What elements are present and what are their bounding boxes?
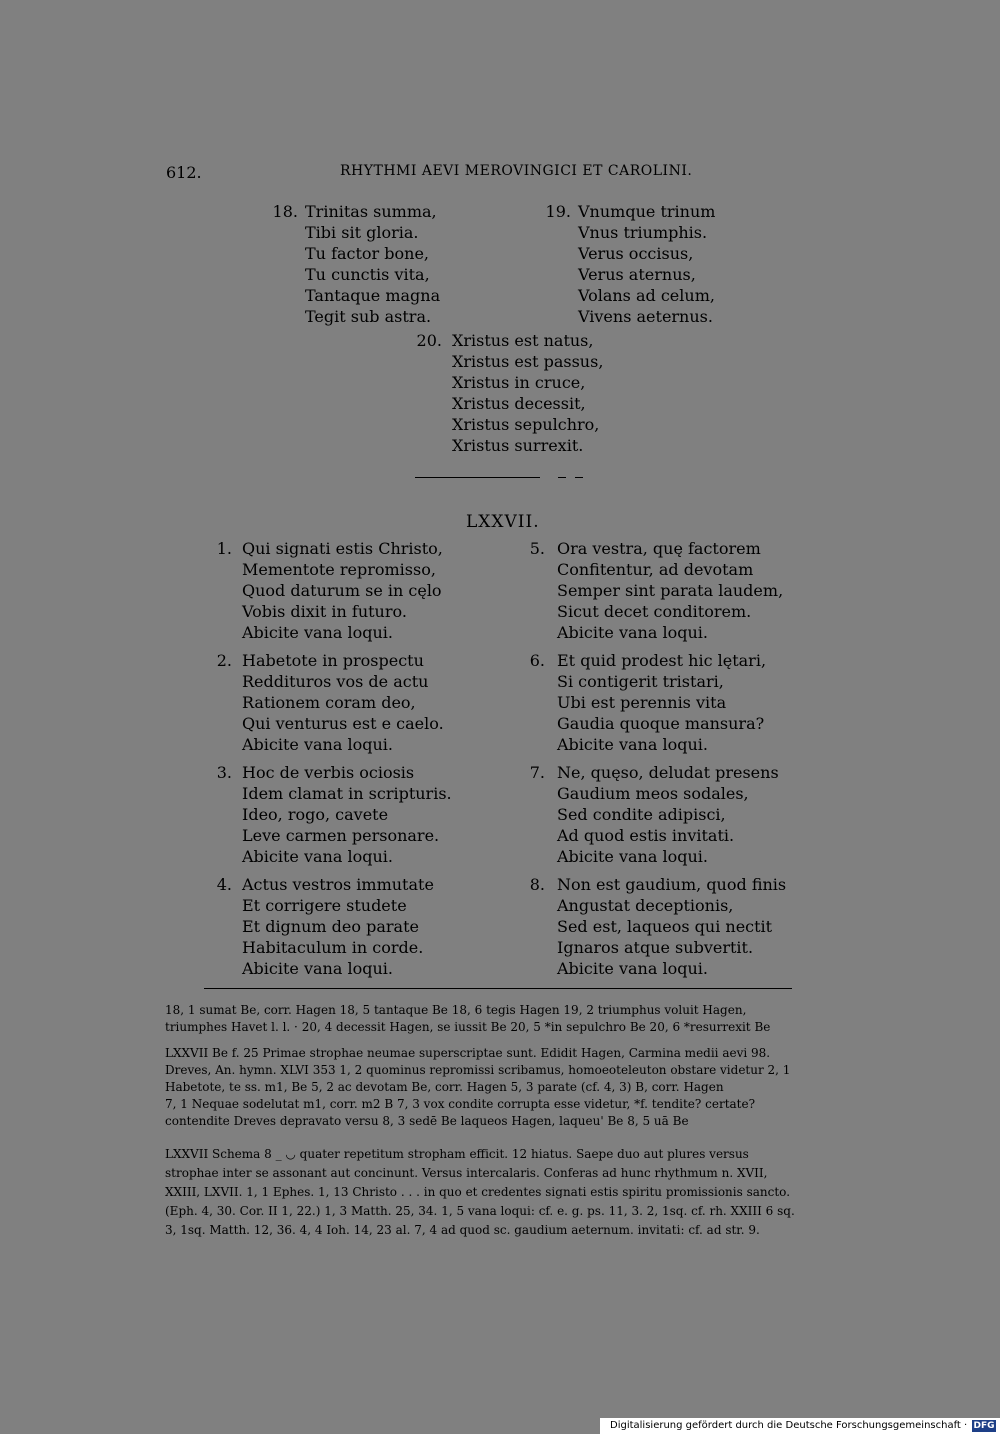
verse-line: Et dignum deo parate — [242, 917, 419, 936]
stanza-number: 19. — [545, 202, 571, 221]
apparatus-block-2 — [165, 1045, 790, 1130]
verse-line: Et corrigere studete — [242, 896, 407, 915]
stanza-number: 8. — [529, 875, 545, 894]
stanza-lines — [242, 762, 452, 867]
note-line: strophae inter se assonant aut concinunt. Versus intercalaris. Conferas ad hunc rhythmum n. XVII, — [165, 1166, 768, 1180]
verse-line: Xristus decessit, — [452, 394, 586, 413]
verse-line: Tu factor bone, — [305, 244, 430, 263]
verse-line: Qui signati estis Christo, — [242, 539, 443, 558]
stanza-number: 1. — [216, 539, 232, 558]
poem-title: LXXVII. — [466, 512, 540, 532]
verse-line: Xristus est passus, — [452, 352, 604, 371]
verse-line: Idem clamat in scripturis. — [242, 784, 452, 803]
verse-line: Vnumque trinum — [578, 202, 716, 221]
verse-line: Sicut decet conditorem. — [557, 602, 752, 621]
verse-line: Vivens aeternus. — [578, 307, 713, 326]
verse-line: Gaudia quoque mansura? — [557, 714, 765, 733]
stanza-lines — [242, 874, 434, 979]
verse-line: Et quid prodest hic lętari, — [557, 651, 767, 670]
verse-line: Abicite vana loqui. — [242, 735, 393, 754]
verse-line: Xristus est natus, — [452, 331, 594, 350]
verse-line: Leve carmen personare. — [242, 826, 440, 845]
stanza-lines — [452, 330, 603, 456]
verse-line: Gaudium meos sodales, — [557, 784, 749, 803]
verse-line: Verus occisus, — [578, 244, 694, 263]
note-line: 3, 1sq. Matth. 12, 36. 4, 4 Ioh. 14, 23 al. 7, 4 ad quod sc. gaudium aeternum. invitati: cf. ad str. 9. — [165, 1223, 760, 1237]
verse-line: Abicite vana loqui. — [242, 959, 393, 978]
verse-line: Ubi est perennis vita — [557, 693, 727, 712]
verse-line: Habetote in prospectu — [242, 651, 424, 670]
apparatus-block-3 — [165, 1145, 795, 1240]
stanza-number: 20. — [416, 331, 442, 350]
verse-line: Habitaculum in corde. — [242, 938, 424, 957]
note-line: contendite Dreves depravato versu 8, 3 sedē Be laqueos Hagen, laqueu' Be 8, 5 uā Be — [165, 1114, 689, 1128]
verse-line: Tibi sit gloria. — [305, 223, 419, 242]
verse-line: Volans ad celum, — [578, 286, 715, 305]
verse-line: Mementote repromisso, — [242, 560, 436, 579]
verse-line: Confitentur, ad devotam — [557, 560, 754, 579]
stanza-number: 18. — [272, 202, 298, 221]
note-line: LXXVII Be f. 25 Primae strophae neumae superscriptae sunt. Edidit Hagen, Carmina medii aevi 98. — [165, 1046, 771, 1060]
stanza-lines — [557, 650, 766, 755]
verse-line: Ne, quęso, deludat presens — [557, 763, 779, 782]
verse-line: Xristus surrexit. — [452, 436, 584, 455]
verse-line: Xristus in cruce, — [452, 373, 586, 392]
verse-line: Xristus sepulchro, — [452, 415, 600, 434]
verse-line: Ora vestra, quę factorem — [557, 539, 761, 558]
funding-credit-text: Digitalisierung gefördert durch die Deutsche Forschungsgemeinschaft · — [610, 1420, 968, 1431]
stanza-lines — [305, 201, 440, 327]
verse-line: Sed est, laqueos qui nectit — [557, 917, 773, 936]
stanza-number: 3. — [216, 763, 232, 782]
verse-line: Actus vestros immutate — [242, 875, 434, 894]
note-line: 18, 1 sumat Be, corr. Hagen 18, 5 tantaque Be 18, 6 tegis Hagen 19, 2 triumphus voluit Hagen, — [165, 1003, 747, 1017]
stanza-number: 5. — [529, 539, 545, 558]
verse-line: Hoc de verbis ociosis — [242, 763, 415, 782]
note-line: XXIII, LXVII. 1, 1 Ephes. 1, 13 Christo . . . in quo et credentes signati estis spiritu promissionis sancto. — [165, 1185, 791, 1199]
verse-line: Vobis dixit in futuro. — [242, 602, 407, 621]
verse-line: Trinitas summa, — [305, 202, 437, 221]
verse-line: Abicite vana loqui. — [242, 847, 393, 866]
note-line: (Eph. 4, 30. Cor. II 1, 22.) 1, 3 Matth. 25, 34. 1, 5 vana loqui: cf. e. g. ps. 11, 3. 2, 1sq. cf. rh. XXIII 6 sq. — [165, 1204, 795, 1218]
verse-line: Tantaque magna — [305, 286, 441, 305]
verse-line: Abicite vana loqui. — [557, 735, 708, 754]
note-line: Habetote, te ss. m1, Be 5, 2 ac devotam Be, corr. Hagen 5, 3 parate (cf. 4, 3) B, corr. Hagen — [165, 1080, 724, 1094]
verse-line: Ignaros atque subvertit. — [557, 938, 754, 957]
stanza-lines — [242, 538, 443, 643]
stanza-number: 4. — [216, 875, 232, 894]
verse-line: Reddituros vos de actu — [242, 672, 429, 691]
stanza-lines — [557, 538, 783, 643]
note-line: Dreves, An. hymn. XLVI 353 1, 2 quominus repromissi scribamus, homoeoteleuton obstare videtur 2, 1 — [165, 1063, 791, 1077]
verse-line: Abicite vana loqui. — [557, 623, 708, 642]
page-number: 612. — [166, 163, 202, 182]
stanza-lines — [557, 874, 786, 979]
apparatus-block-1 — [165, 1002, 770, 1036]
stanza-number: 6. — [529, 651, 545, 670]
verse-line: Tegit sub astra. — [305, 307, 432, 326]
verse-line: Ad quod estis invitati. — [557, 826, 735, 845]
verse-line: Abicite vana loqui. — [557, 847, 708, 866]
verse-line: Si contigerit tristari, — [557, 672, 724, 691]
running-title: RHYTHMI AEVI MEROVINGICI ET CAROLINI. — [340, 163, 693, 179]
apparatus-divider — [204, 988, 792, 989]
verse-line: Ideo, rogo, cavete — [242, 805, 389, 824]
verse-line: Angustat deceptionis, — [557, 896, 734, 915]
stanza-lines — [557, 762, 779, 867]
dfg-logo: DFG — [973, 1421, 995, 1431]
verse-line: Abicite vana loqui. — [557, 959, 708, 978]
verse-line: Abicite vana loqui. — [242, 623, 393, 642]
note-line: LXXVII Schema 8 _ ◡ quater repetitum stropham efficit. 12 hiatus. Saepe duo aut plures versus — [165, 1147, 749, 1161]
stanza-number: 7. — [529, 763, 545, 782]
section-divider — [415, 477, 540, 478]
note-line: triumphes Havet l. l. · 20, 4 decessit Hagen, se iussit Be 20, 5 *in sepulchro Be 20, 6 *resurrexit Be — [165, 1020, 771, 1034]
section-divider-dash — [558, 477, 566, 478]
verse-line: Tu cunctis vita, — [305, 265, 430, 284]
verse-line: Quod daturum se in cęlo — [242, 581, 442, 600]
verse-line: Non est gaudium, quod finis — [557, 875, 787, 894]
stanza-number: 2. — [216, 651, 232, 670]
section-divider-dash — [575, 477, 583, 478]
verse-line: Sed condite adipisci, — [557, 805, 726, 824]
funding-credit-bar — [600, 1418, 1000, 1434]
verse-line: Verus aternus, — [578, 265, 696, 284]
verse-line: Semper sint parata laudem, — [557, 581, 784, 600]
verse-line: Qui venturus est e caelo. — [242, 714, 444, 733]
verse-line: Vnus triumphis. — [578, 223, 708, 242]
verse-line: Rationem coram deo, — [242, 693, 416, 712]
note-line: 7, 1 Nequae sodelutat m1, corr. m2 B 7, 3 vox condite corrupta esse videtur, *f. tendite? certate? — [165, 1097, 756, 1111]
stanza-lines — [242, 650, 444, 755]
stanza-lines — [578, 201, 715, 327]
